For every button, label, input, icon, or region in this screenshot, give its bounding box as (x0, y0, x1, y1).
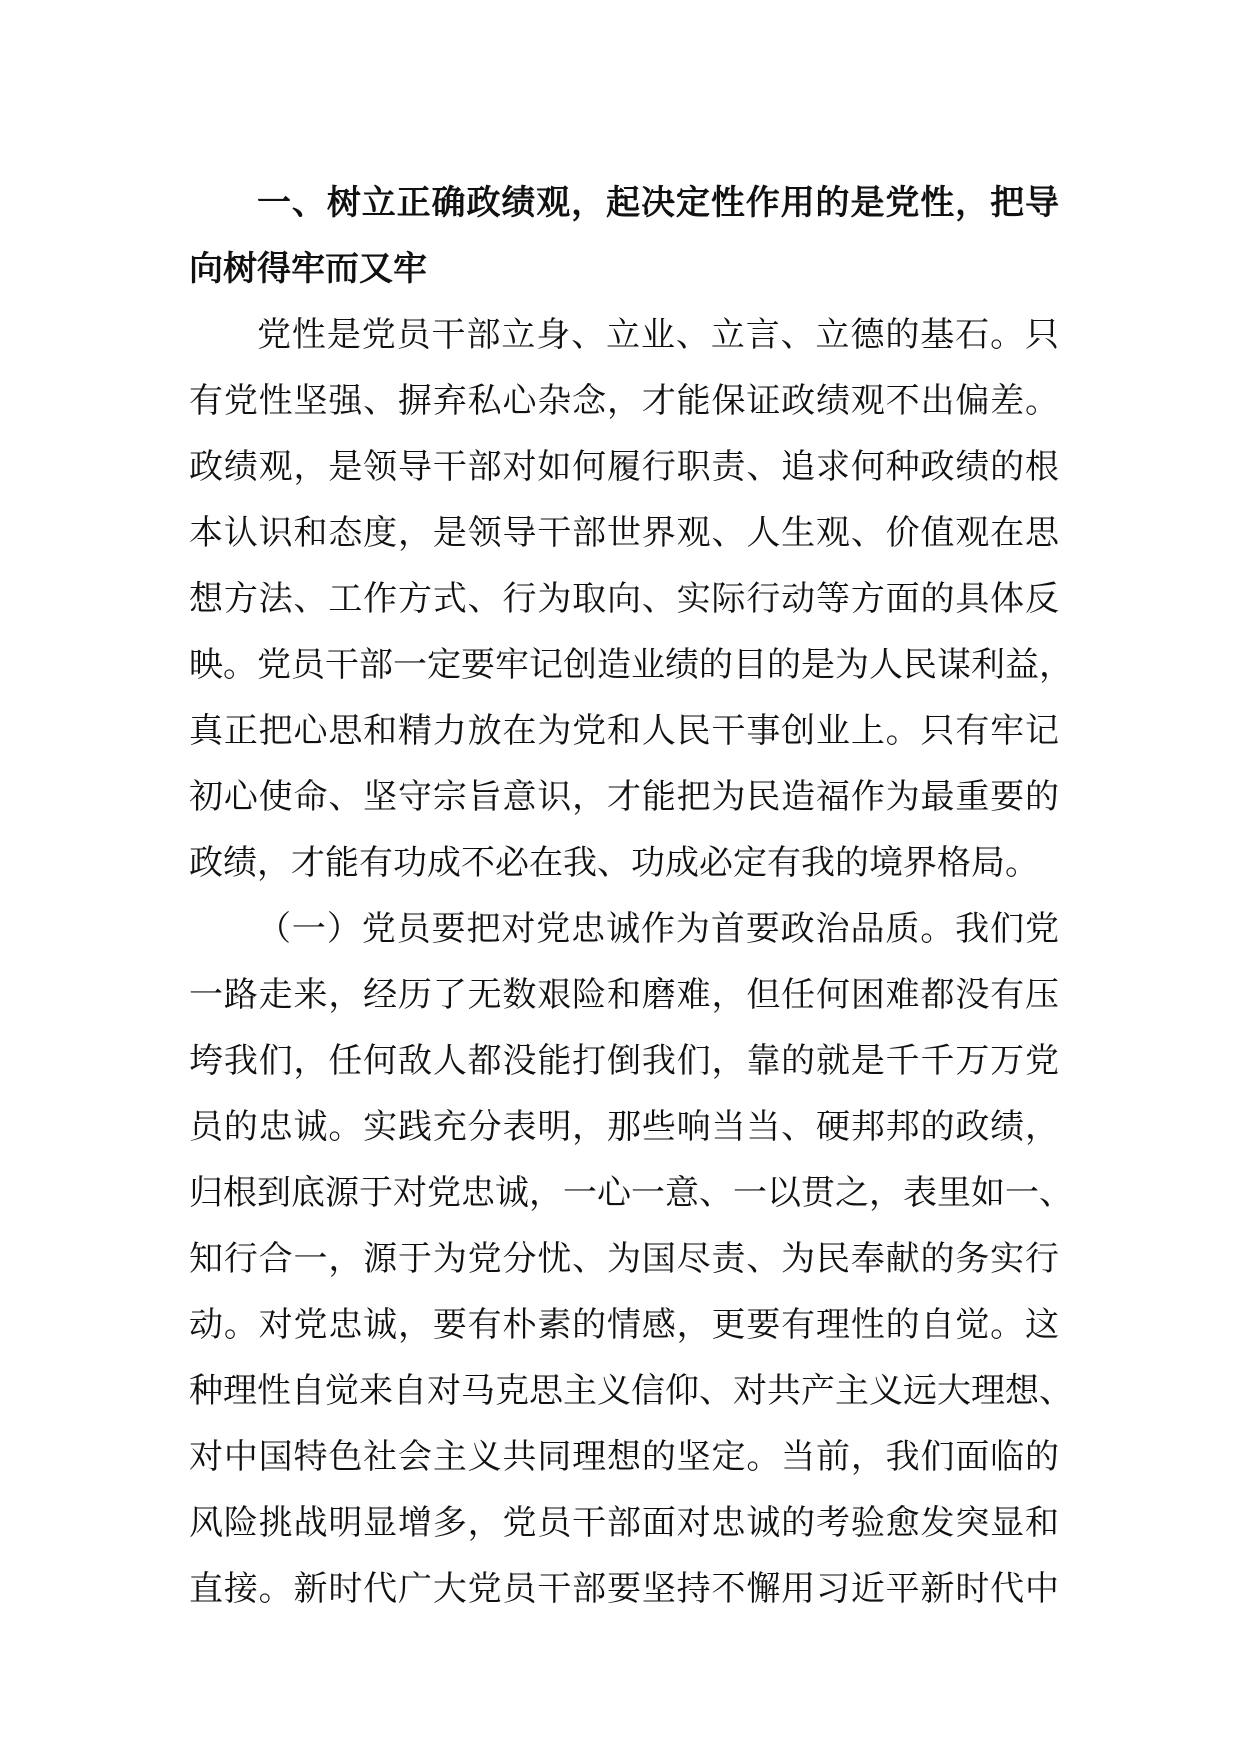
paragraph-line: 本认识和态度，是领导干部世界观、人生观、价值观在思 (189, 513, 1059, 553)
paragraph-line: 一路走来，经历了无数艰险和磨难，但任何困难都没有压 (189, 975, 1059, 1015)
paragraph-line: 知行合一，源于为党分忧、为国尽责、为民奉献的务实行 (189, 1239, 1059, 1279)
paragraph-line: 垮我们，任何敌人都没能打倒我们，靠的就是千千万万党 (189, 1041, 1059, 1081)
heading-line: 向树得牢而又牢 (189, 249, 427, 289)
paragraph-line: 归根到底源于对党忠诚，一心一意、一以贯之，表里如一、 (189, 1173, 1073, 1213)
paragraph-line: 对中国特色社会主义共同理想的坚定。当前，我们面临的 (189, 1437, 1059, 1477)
paragraph-line: 直接。新时代广大党员干部要坚持不懈用习近平新时代中 (189, 1569, 1059, 1609)
paragraph-line: （一）党员要把对党忠诚作为首要政治品质。我们党 (257, 909, 1059, 949)
paragraph-line: 政绩观，是领导干部对如何履行职责、追求何种政绩的根 (189, 447, 1059, 487)
paragraph-line: 员的忠诚。实践充分表明，那些响当当、硬邦邦的政绩， (189, 1107, 1059, 1147)
paragraph-line: 政绩，才能有功成不必在我、功成必定有我的境界格局。 (189, 843, 1039, 883)
paragraph-line: 种理性自觉来自对马克思主义信仰、对共产主义远大理想、 (189, 1371, 1073, 1411)
paragraph-line: 有党性坚强、摒弃私心杂念，才能保证政绩观不出偏差。 (189, 381, 1059, 421)
section-heading (189, 170, 1059, 302)
paragraph-line: 想方法、工作方式、行为取向、实际行动等方面的具体反 (189, 579, 1059, 619)
heading-line: 一、树立正确政绩观，起决定性作用的是党性，把导 (257, 183, 1059, 223)
paragraph-partisanship (189, 302, 1073, 896)
paragraph-loyalty (189, 896, 1073, 1622)
paragraph-line: 风险挑战明显增多，党员干部面对忠诚的考验愈发突显和 (189, 1503, 1059, 1543)
paragraph-line: 初心使命、坚守宗旨意识，才能把为民造福作为最重要的 (189, 777, 1059, 817)
document-body (189, 170, 1073, 1622)
paragraph-line: 党性是党员干部立身、立业、立言、立德的基石。只 (257, 315, 1059, 355)
paragraph-line: 真正把心思和精力放在为党和人民干事创业上。只有牢记 (189, 711, 1059, 751)
paragraph-line: 映。党员干部一定要牢记创造业绩的目的是为人民谋利益， (189, 645, 1073, 685)
paragraph-line: 动。对党忠诚，要有朴素的情感，更要有理性的自觉。这 (189, 1305, 1059, 1345)
